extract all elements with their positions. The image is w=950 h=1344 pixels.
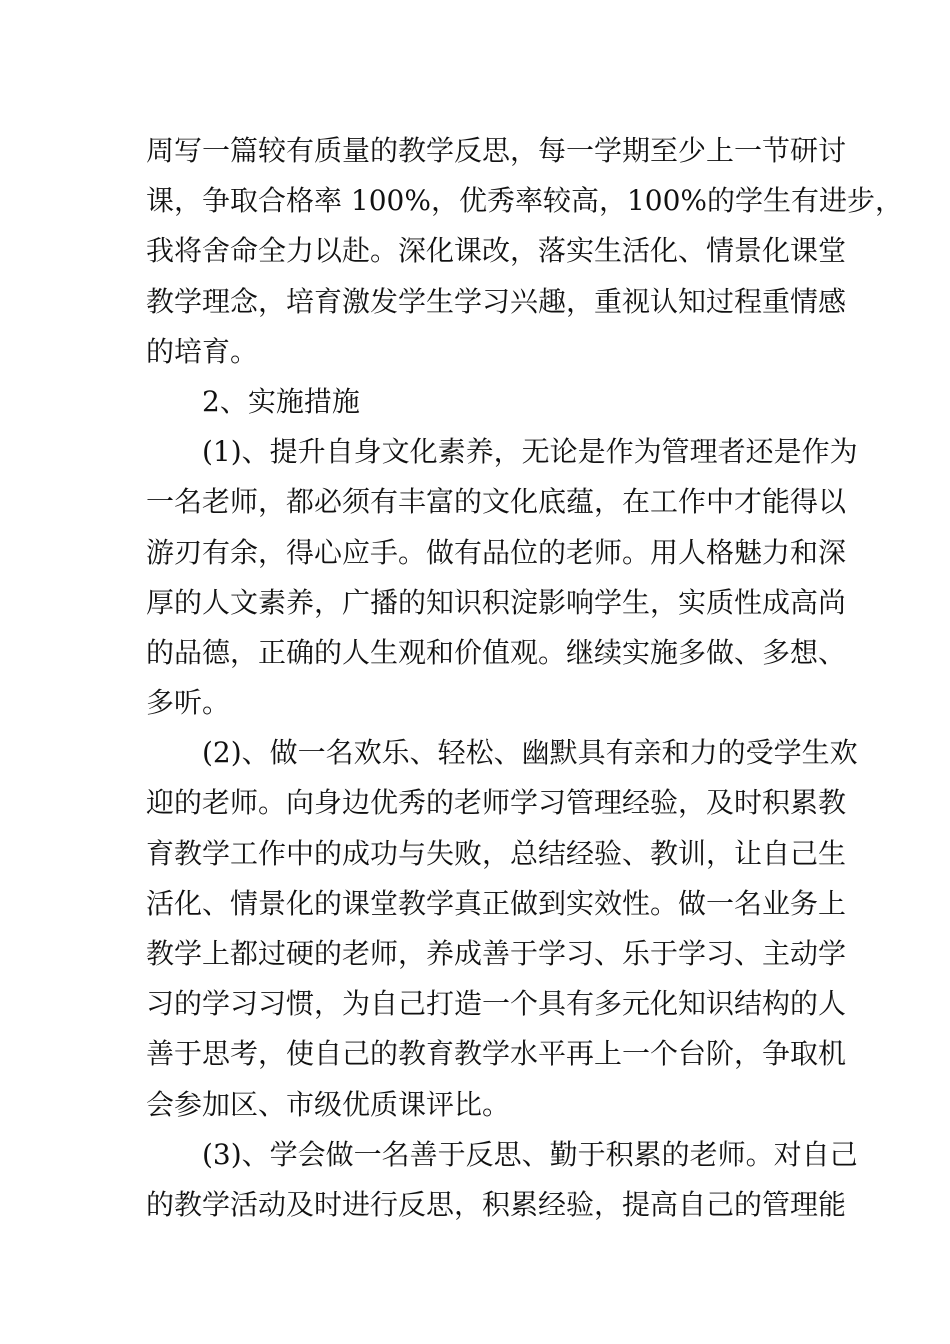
- text-line: 的培育。: [146, 334, 259, 368]
- text-line: 善于思考，使自己的教育教学水平再上一个台阶，争取机: [146, 1037, 847, 1071]
- text-line: 教学上都过硬的老师，养成善于学习、乐于学习、主动学: [146, 937, 847, 970]
- text-line: 育教学工作中的成功与失败，总结经验、教训，让自己生: [146, 836, 847, 870]
- text-line: 活化、情景化的课堂教学真正做到实效性。做一名业务上: [146, 886, 847, 920]
- text-line: 一名老师，都必须有丰富的文化底蕴，在工作中才能得以: [146, 485, 847, 519]
- document-body: [146, 126, 904, 1230]
- text-line: 厚的人文素养，广播的知识积淀影响学生，实质性成高尚: [146, 585, 847, 619]
- text-line: 迎的老师。向身边优秀的老师学习管理经验，及时积累教: [146, 786, 847, 820]
- paragraph-first-line: (3)、学会做一名善于反思、勤于积累的老师。对自己: [202, 1137, 858, 1171]
- paragraph-first-line: (2)、做一名欢乐、轻松、幽默具有亲和力的受学生欢: [202, 736, 858, 770]
- text-line: 的品德，正确的人生观和价值观。继续实施多做、多想、: [146, 635, 847, 669]
- text-line: 会参加区、市级优质课评比。: [146, 1087, 511, 1121]
- text-line: 课，争取合格率 100%，优秀率较高，100%的学生有进步，: [146, 184, 904, 218]
- text-line: 的教学活动及时进行反思，积累经验，提高自己的管理能: [146, 1187, 847, 1221]
- text-line: 周写一篇较有质量的教学反思，每一学期至少上一节研讨: [146, 134, 847, 167]
- text-line: 游刃有余，得心应手。做有品位的老师。用人格魅力和深: [146, 535, 847, 569]
- paragraph-first-line: 2、实施措施: [202, 384, 360, 418]
- text-line: 习的学习习惯，为自己打造一个具有多元化知识结构的人: [146, 987, 847, 1021]
- text-line: 我将舍命全力以赴。深化课改，落实生活化、情景化课堂: [146, 234, 847, 268]
- paragraph-first-line: (1)、提升自身文化素养，无论是作为管理者还是作为: [202, 435, 858, 469]
- text-line: 教学理念，培育激发学生学习兴趣，重视认知过程重情感: [146, 284, 847, 318]
- text-line: 多听。: [146, 686, 231, 720]
